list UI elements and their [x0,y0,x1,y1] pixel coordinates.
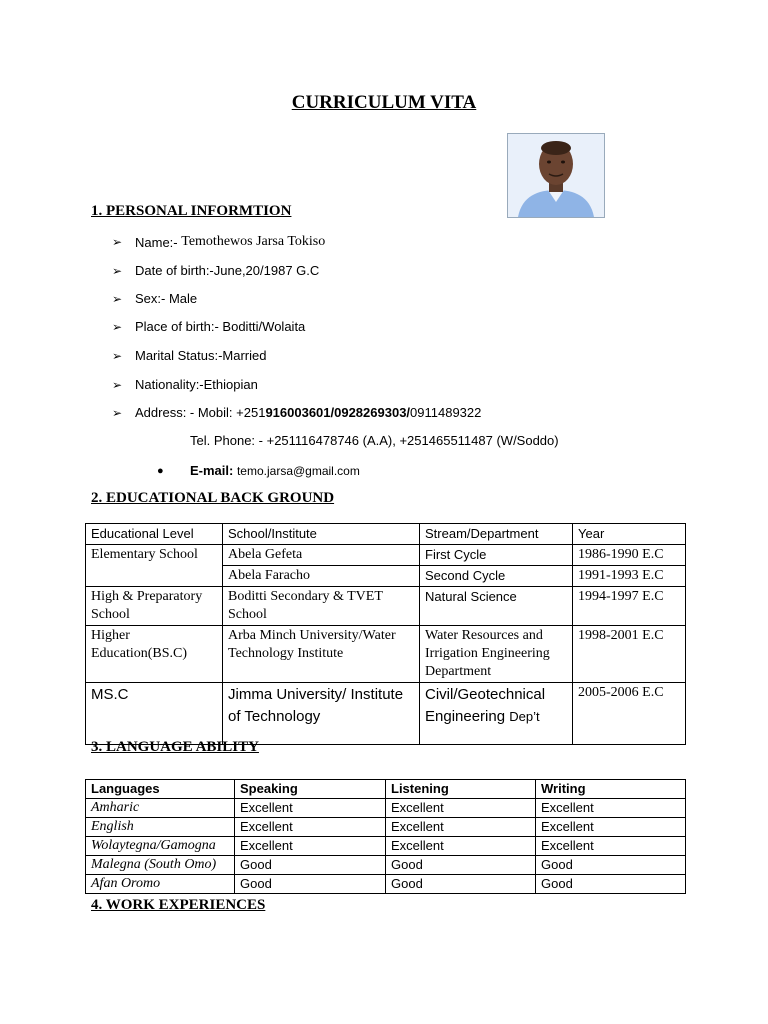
header-cell: Listening [386,780,536,799]
table-row [86,524,686,545]
table-cell: Boditti Secondary & TVET School [223,587,420,626]
language-table [85,779,686,894]
table-cell [420,683,573,745]
table-cell: Good [235,875,386,894]
mobile-tail: 0911489322 [410,405,482,420]
pob-text: Place of birth:- Boditti/Wolaita [135,319,306,334]
document-title: CURRICULUM VITA [291,92,477,113]
language-heading: 3. LANGUAGE ABILITY [91,739,259,755]
table-cell: 1986-1990 E.C [573,545,686,566]
table-cell: Excellent [235,818,386,837]
table-row [86,587,686,626]
name-value: Temothewos Jarsa Tokiso [181,234,326,249]
sex-text: Sex:- Male [135,291,198,306]
address-prefix: Address: - Mobil: +251 [135,405,266,420]
table-cell: Second Cycle [420,566,573,587]
arrow-bullet-icon: ➢ [112,235,123,249]
table-cell: Water Resources and Irrigation Engineering Department [420,626,573,683]
header-cell: Year [573,524,686,545]
arrow-bullet-icon: ➢ [112,405,123,420]
table-cell: Good [536,875,686,894]
table-cell: Jimma University/ Institute of Technology [223,683,420,745]
sex-item [112,291,197,306]
table-cell: First Cycle [420,545,573,566]
table-cell: Abela Faracho [223,566,420,587]
arrow-bullet-icon: ➢ [112,291,123,306]
mobile-bold: 916003601/0928269303/ [265,405,411,420]
nationality-text: Nationality:-Ethiopian [135,377,258,392]
table-row [86,683,686,745]
table-cell: 2005-2006 E.C [573,683,686,745]
table-cell: 1998-2001 E.C [573,626,686,683]
marital-text: Marital Status:-Married [135,348,267,363]
dob-item [112,263,319,278]
name-label: Name:- [135,234,178,250]
table-cell: Good [386,856,536,875]
table-row [86,837,686,856]
table-cell: Amharic [86,799,235,818]
table-cell: Arba Minch University/Water Technology Institute [223,626,420,683]
table-cell: Excellent [386,818,536,837]
table-cell: Excellent [235,799,386,818]
email-label: E-mail: [190,463,234,478]
table-row [86,799,686,818]
table-cell: Elementary School [86,545,223,587]
table-cell: MS.C [86,683,223,745]
dob-text: Date of birth:-June,20/1987 G.C [135,263,320,278]
table-row [86,856,686,875]
arrow-bullet-icon: ➢ [112,377,123,392]
pob-item [112,319,305,334]
header-cell: Speaking [235,780,386,799]
table-cell: Afan Oromo [86,875,235,894]
header-cell: Writing [536,780,686,799]
profile-photo [507,133,605,218]
header-cell: School/Institute [223,524,420,545]
header-cell: Languages [86,780,235,799]
table-cell: Excellent [536,837,686,856]
work-heading: 4. WORK EXPERIENCES [91,897,266,913]
table-row [86,545,686,566]
table-cell: Natural Science [420,587,573,626]
table-cell: Excellent [235,837,386,856]
header-cell: Educational Level [86,524,223,545]
email-value: temo.jarsa@gmail.com [236,463,360,478]
table-row [86,626,686,683]
tel-text: Tel. Phone: - +251116478746 (A.A), +251465511487 (W/Soddo) [190,433,559,448]
table-cell: Higher Education(BS.C) [86,626,223,683]
education-heading: 2. EDUCATIONAL BACK GROUND [91,490,335,506]
arrow-bullet-icon: ➢ [112,319,123,334]
table-row [86,818,686,837]
table-row [86,875,686,894]
table-cell: High & Preparatory School [86,587,223,626]
arrow-bullet-icon: ➢ [112,348,123,363]
table-cell: Abela Gefeta [223,545,420,566]
stream-text: Civil/Geotechnical Engineering [425,686,546,725]
table-cell: Wolaytegna/Gamogna [86,837,235,856]
personal-info-heading: 1. PERSONAL INFORMTION [91,203,292,219]
nationality-item [112,377,258,392]
table-cell: Good [235,856,386,875]
education-table [85,523,686,745]
table-cell: Excellent [536,799,686,818]
table-cell: Good [536,856,686,875]
table-cell: Excellent [536,818,686,837]
table-cell: 1994-1997 E.C [573,587,686,626]
address-item [112,405,481,420]
table-cell: English [86,818,235,837]
arrow-bullet-icon: ➢ [112,263,123,278]
name-item [112,234,325,250]
table-cell: Malegna (South Omo) [86,856,235,875]
email-item [157,463,360,478]
table-cell: Good [386,875,536,894]
table-cell: Excellent [386,837,536,856]
marital-item [112,348,266,363]
table-cell: Excellent [386,799,536,818]
table-cell: 1991-1993 E.C [573,566,686,587]
dot-bullet-icon: ● [157,464,164,477]
header-cell: Stream/Department [420,524,573,545]
stream-suffix: Dep’t [509,709,540,724]
table-row [86,780,686,799]
